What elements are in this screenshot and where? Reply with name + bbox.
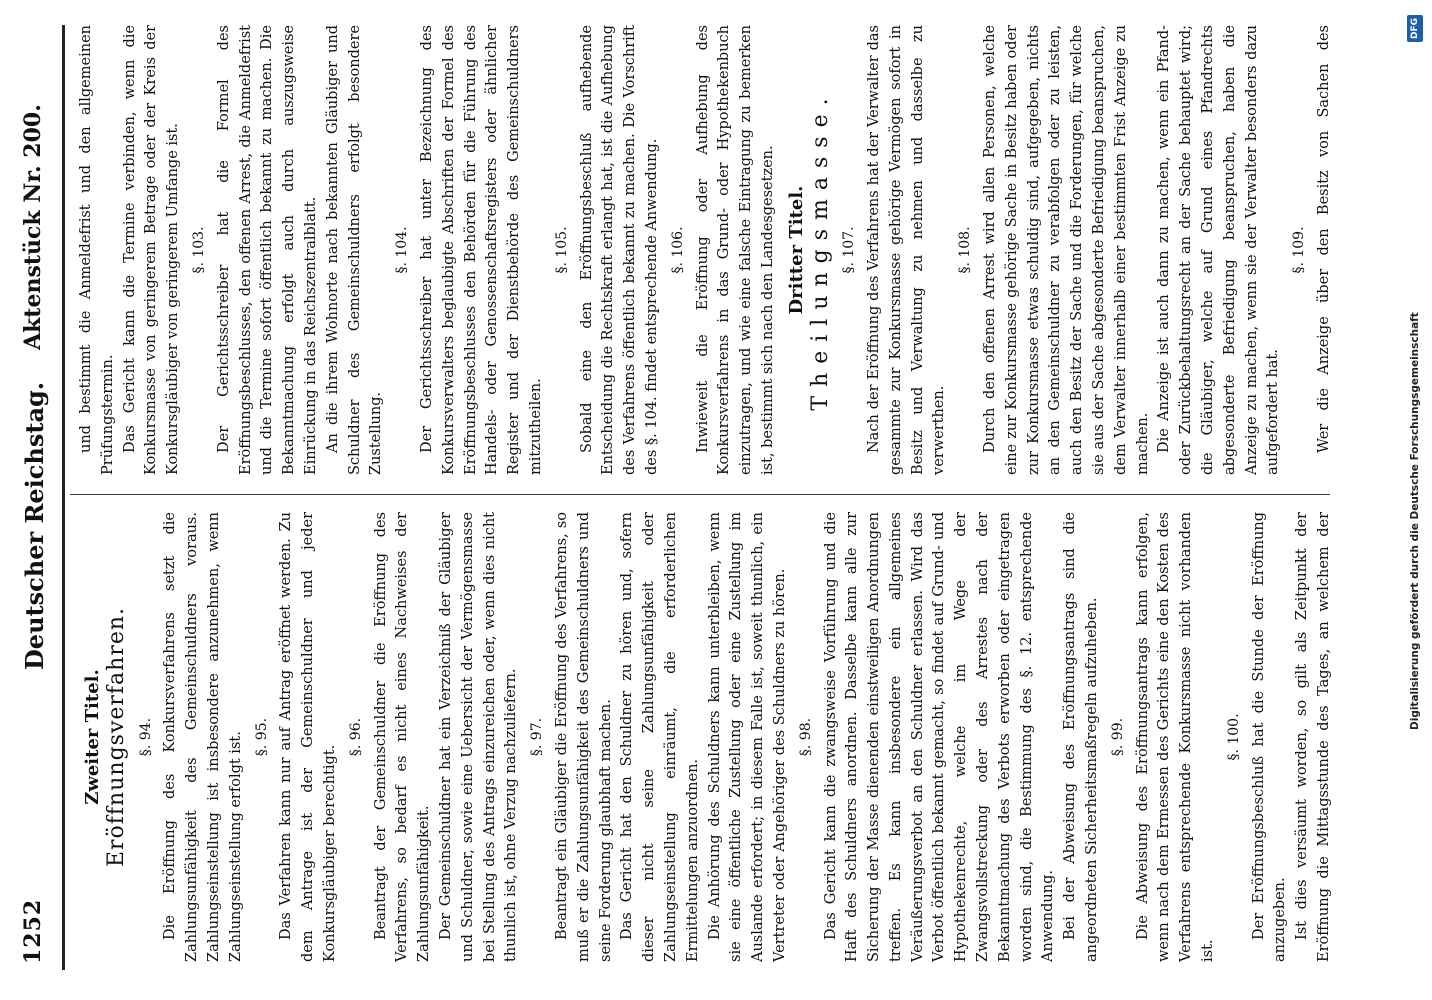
paragraph: und bestimmt die Anmeldefrist und den allgemeinen Prüfungstermin. (78, 25, 116, 475)
section-number: §. 100. (1225, 713, 1242, 761)
section-number: §. 95. (253, 717, 270, 757)
paragraph: Der Eröffnungsbeschluß hat die Stunde der Eröffnung anzugeben. (1250, 512, 1289, 962)
section-number: §. 107. (841, 226, 858, 274)
paragraph: Das Verfahren kann nur auf Antrag eröffnet werden. Zu dem Antrage ist der Gemeinschuldner und jeder Konkursgläubiger berechtigt. (278, 512, 338, 962)
paragraph: Bei der Abweisung des Eröffnungsantrags sind die angeordneten Sicherheitsmaßregeln aufzuheben. (1062, 512, 1101, 962)
paragraph: Ist dies versäumt worden, so gilt als Zeitpunkt der Eröffnung die Mittagsstunde des Tages, an welchem der (1294, 512, 1333, 962)
paragraph: Das Gericht kann die zwangsweise Vorführung und die Haft des Schuldners anordnen. Dasselbe kann alle zur Sicherung der Masse dienenden einstweiligen Anordnungen treffen. Es kann insbesondere ein allgemeines Veräußerungsverbot an den Schuldner erlassen. Wird das Verbot öffentlich bekannt gemacht, so findet auf Grund- und Hypothekenrechte, welche im Wege der Zwangsvollstreckung oder des Arrestes nach der Bekanntmachung des Verbots erworben oder eingetragen worden sind, die Bestimmung des §. 12. entsprechende Anwendung. (822, 512, 1057, 962)
section-number: §. 96. (347, 717, 364, 757)
paragraph: Beantragt ein Gläubiger die Eröffnung des Verfahrens, so muß er die Zahlungsunfähigkeit des Gemeinschuldners und seine Forderung glaubhaft machen. (553, 512, 614, 962)
running-title: Deutscher Reichstag. (20, 381, 49, 670)
paragraph: Inwieweit die Eröffnung oder Aufhebung des Konkursverfahrens in das Grund- oder Hypothekenbuch einzutragen, und wie eine falsche Eintragung zu bemerken ist, bestimmt sich nach den Landesgesetzen. (694, 25, 776, 475)
page-header (6, 20, 66, 970)
paragraph: Die Abweisung des Eröffnungsantrags kann erfolgen, wenn nach dem Ermessen des Gerichts eine den Kosten des Verfahrens entsprechende Konkursmasse nicht vorhanden ist. (1134, 512, 1217, 962)
section-number: §. 106. (669, 226, 686, 274)
chapter-title: Zweiter Titel. (82, 669, 103, 805)
header-rule (62, 25, 65, 970)
section-number: §. 94. (137, 717, 154, 757)
dfg-logo: DFG (1407, 15, 1423, 42)
section-number: §. 103. (190, 226, 207, 274)
section-number: §. 99. (1109, 717, 1126, 757)
page-number: 1252 (20, 898, 46, 964)
right-column (76, 25, 1336, 475)
section-number: §. 109. (1291, 226, 1308, 274)
paragraph: Das Gericht hat den Schuldner zu hören und, sofern dieser nicht seine Zahlungsunfähigkeit oder Zahlungseinstellung einräumt, die erforderlichen Ermittelungen anzuordnen. (619, 512, 701, 962)
paragraph: Der Gemeinschuldner hat ein Verzeichniß der Gläubiger und Schuldner, sowie eine Uebersicht der Vermögensmasse bei Stellung des Antrags einzureichen oder, wenn dies nicht thunlich ist, ohne Verzug nachzuliefern. (437, 512, 520, 962)
chapter-heading: Eröffnungsverfahren. (103, 606, 129, 868)
chapter-title: Dritter Titel. (785, 185, 807, 315)
paragraph: Wer die Anzeige über den Besitz von Sachen des (1316, 25, 1333, 453)
section-number: §. 105. (553, 226, 570, 274)
section-number: §. 108. (957, 226, 974, 274)
left-column (76, 512, 1336, 962)
section-number: §. 97. (529, 717, 546, 757)
paragraph: An die ihrem Wohnorte nach bekannten Gläubiger und Schuldner des Gemeinschuldners erfolgt besondere Zustellung. (324, 25, 385, 475)
paragraph: Die Anzeige ist auch dann zu machen, wenn ein Pfand- oder Zurückbehaltungsrecht an der Sache behauptet wird; die Gläubiger, welche auf Grund eines Pfandrechts abgesonderte Befriedigung beanspruchen, haben die Anzeige zu machen, wenn sie der Verwalter besonders dazu aufgefordert hat. (1156, 25, 1282, 475)
column-divider (70, 494, 1330, 495)
paragraph: Die Anhörung des Schuldners kann unterbleiben, wenn sie eine öffentliche Zustellung oder eine Zustellung im Auslande erfordert; in diesem Falle ist, soweit thunlich, ein Vertreter oder Angehöriger des Schuldners zu hören. (706, 512, 788, 962)
paragraph: Das Gericht kann die Termine verbinden, wenn die Konkursmasse von geringerem Betrage oder der Kreis der Konkursgläubiger von geringerem Umfange ist. (121, 25, 182, 475)
chapter-heading: Theilungsmasse. (807, 89, 833, 411)
section-number: §. 104. (394, 226, 411, 274)
paragraph: Die Eröffnung des Konkursverfahrens setzt die Zahlungsunfähigkeit des Gemeinschuldners voraus. Zahlungseinstellung ist insbesondere anzunehmen, wenn Zahlungseinstellung erfolgt ist. (162, 512, 244, 962)
paragraph: Der Gerichtsschreiber hat unter Bezeichnung des Konkursverwalters beglaubigte Abschriften der Formel des Eröffnungsbeschlusses den Behörden für die Führung des Handels- oder Genossenschaftsregisters oder ähnlicher Register und der Dienstbehörde des Gemeinschuldners mitzutheilen. (418, 25, 544, 475)
digitization-credit: Digitalisierung gefördert durch die Deutsche Forschungsgemeinschaft (1409, 312, 1421, 730)
paragraph: Durch den offenen Arrest wird allen Personen, welche eine zur Konkursmasse gehörige Sache in Besitz haben oder zur Konkursmasse etwas schuldig sind, aufgegeben, nichts an den Gemeinschuldner zu verabfolgen oder zu leisten, auch den Besitz der Sache und die Forderungen, für welche sie aus der Sache abgesonderte Befriedigung beanspruchen, dem Verwalter innerhalb einer bestimmten Frist Anzeige zu machen. (982, 25, 1151, 475)
paragraph: Der Gerichtsschreiber hat die Formel des Eröffnungsbeschlusses, den offenen Arrest, die Anmeldefrist und die Termine sofort öffentlich bekannt zu machen. Die Bekanntmachung erfolgt auch durch auszugsweise Einrückung in das Reichszentralblatt. (215, 25, 319, 475)
paragraph: Nach der Eröffnung des Verfahrens hat der Verwalter das gesammte zur Konkursmasse gehörige Vermögen sofort in Besitz und Verwaltung zu nehmen und dasselbe zu verwerthen. (866, 25, 948, 475)
paragraph: Beantragt der Gemeinschuldner die Eröffnung des Verfahrens, so bedarf es nicht eines Nachweises der Zahlungsunfähigkeit. (372, 512, 433, 962)
paragraph: Sobald eine den Eröffnungsbeschluß aufhebende Entscheidung die Rechtskraft erlangt hat, ist die Aufhebung des Verfahrens öffentlich bekannt zu machen. Die Vorschrift des §. 104. findet entsprechende Anwendung. (578, 25, 660, 475)
document-reference: Aktenstück Nr. 200. (20, 104, 46, 350)
section-number: §. 98. (797, 717, 814, 757)
digitization-credit-strip (1404, 0, 1426, 1000)
